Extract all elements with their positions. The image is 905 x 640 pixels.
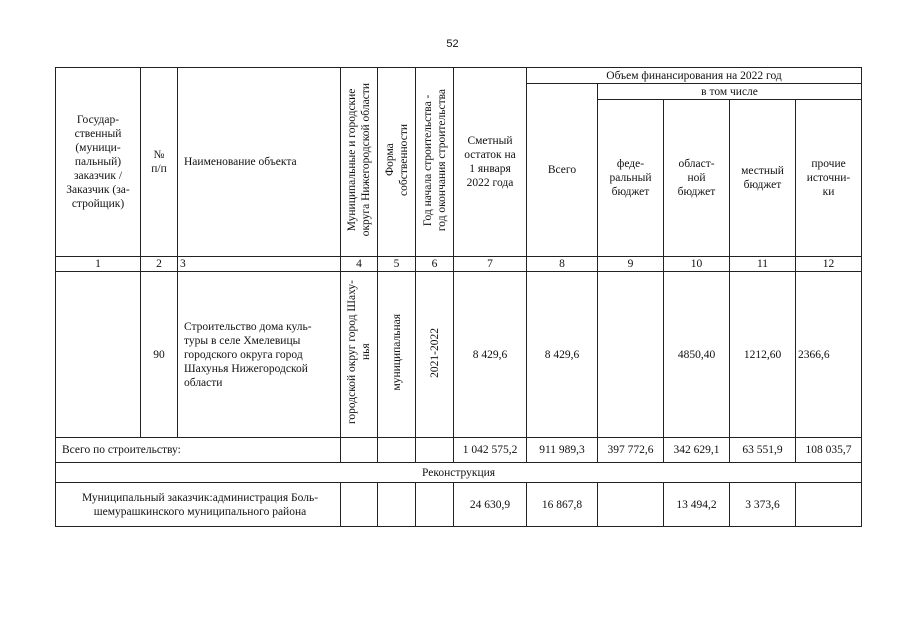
financing-total: 16 867,8: [527, 483, 598, 527]
object-name: Строительство дома куль- туры в селе Хмелевицы городского округа город Шахунья Нижегородской области: [178, 272, 341, 438]
column-number: 9: [598, 257, 664, 272]
regional-budget: 13 494,2: [664, 483, 730, 527]
construction-years: 2021-2022: [416, 272, 454, 438]
other-sources: 108 035,7: [796, 438, 862, 463]
regional-budget: 342 629,1: [664, 438, 730, 463]
column-number: 7: [454, 257, 527, 272]
header-estimated-balance: Сметный остаток на 1 января 2022 года: [454, 68, 527, 257]
total-label: Всего по строительству:: [56, 438, 341, 463]
local-budget: 1212,60: [730, 272, 796, 438]
column-number-row: [56, 257, 862, 272]
section-row: [56, 463, 862, 483]
column-number: 8: [527, 257, 598, 272]
other-sources: 2366,6: [796, 272, 862, 438]
column-number: 2: [141, 257, 178, 272]
header-local: местный бюджет: [730, 100, 796, 257]
empty-cell: [341, 483, 378, 527]
federal-budget: [598, 483, 664, 527]
financing-total: 911 989,3: [527, 438, 598, 463]
header-num: № п/п: [141, 68, 178, 257]
page-number: 52: [446, 38, 459, 50]
column-number: 11: [730, 257, 796, 272]
row-number: 90: [141, 272, 178, 438]
section-reconstruction: Реконструкция: [56, 463, 862, 483]
ownership-form: муниципальная: [378, 272, 416, 438]
financing-total: 8 429,6: [527, 272, 598, 438]
header-other: прочие источни- ки: [796, 100, 862, 257]
local-budget: 63 551,9: [730, 438, 796, 463]
column-number: 6: [416, 257, 454, 272]
estimated-balance: 24 630,9: [454, 483, 527, 527]
column-number: 12: [796, 257, 862, 272]
header-row-1: [56, 68, 862, 84]
other-sources: [796, 483, 862, 527]
column-number: 10: [664, 257, 730, 272]
local-budget: 3 373,6: [730, 483, 796, 527]
empty-cell: [378, 483, 416, 527]
column-number: 4: [341, 257, 378, 272]
empty-cell: [416, 483, 454, 527]
column-number: 3: [178, 257, 341, 272]
regional-budget: 4850,40: [664, 272, 730, 438]
row-customer-cell: [56, 272, 141, 438]
header-customer: Государ- ственный (муници- пальный) заказчик / Заказчик (за- стройщик): [56, 68, 141, 257]
header-municipal-district: Муниципальные и городские округа Нижегородской области: [341, 68, 378, 257]
column-number: 5: [378, 257, 416, 272]
estimated-balance: 1 042 575,2: [454, 438, 527, 463]
header-years: Год начала строительства - год окончания строительства: [416, 68, 454, 257]
header-financing-title: Объем финансирования на 2022 год: [527, 68, 862, 84]
district-name: городской округ город Шаху- нья: [341, 272, 378, 438]
federal-budget: [598, 272, 664, 438]
federal-budget: 397 772,6: [598, 438, 664, 463]
header-total: Всего: [527, 84, 598, 257]
construction-financing-table: [55, 67, 862, 527]
customer-row: [56, 483, 862, 527]
header-object-name: Наименование объекта: [178, 68, 341, 257]
empty-cell: [416, 438, 454, 463]
header-regional: област- ной бюджет: [664, 100, 730, 257]
header-federal: феде- ральный бюджет: [598, 100, 664, 257]
customer-label: Муниципальный заказчик:администрация Боль- шемурашкинского муниципального района: [56, 483, 341, 527]
column-number: 1: [56, 257, 141, 272]
total-row: [56, 438, 862, 463]
table-row: [56, 272, 862, 438]
estimated-balance: 8 429,6: [454, 272, 527, 438]
empty-cell: [341, 438, 378, 463]
header-including: в том числе: [598, 84, 862, 100]
empty-cell: [378, 438, 416, 463]
header-ownership: Форма собственности: [378, 68, 416, 257]
